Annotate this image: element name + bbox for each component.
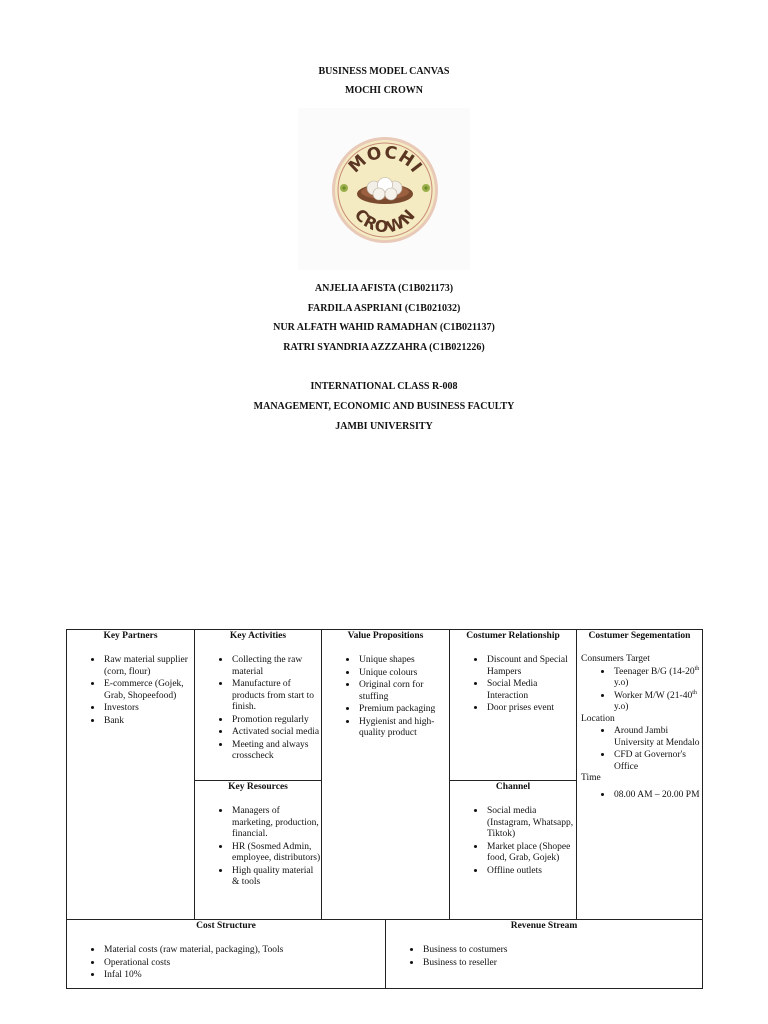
time-label: Time [581, 773, 601, 783]
list-item: • Collecting the raw material [231, 654, 321, 678]
mochi-crown-logo [298, 108, 470, 270]
list-item: • Operational costs [103, 957, 385, 970]
customer-relationship-cell [449, 630, 576, 780]
list-item: • Manufacture of products from start to finish. [231, 678, 321, 714]
author-2: FARDILA ASPRIANI (C1B021032) [307, 303, 461, 314]
value-propositions-list [322, 654, 449, 740]
list-item: • Offline outlets [486, 865, 576, 878]
svg-text:CROWN: CROWN [350, 204, 420, 237]
customer-relationship-list [450, 654, 576, 715]
list-item: • Raw material supplier (corn, flour) [103, 654, 194, 678]
key-resources-cell [194, 780, 321, 919]
list-item: • Business to reseller [422, 957, 702, 970]
list-item: • HR (Sosmed Admin, employee, distributors) [231, 841, 321, 865]
key-activities-cell [194, 630, 321, 780]
list-item: • Infal 10% [103, 969, 385, 982]
value-propositions-cell [321, 630, 449, 919]
key-resources-title: Key Resources [228, 782, 288, 792]
consumers-target-list [577, 666, 702, 714]
business-model-canvas-table [66, 629, 703, 989]
university-name: JAMBI UNIVERSITY [335, 421, 433, 432]
key-partners-cell [67, 630, 194, 919]
value-propositions-title: Value Propositions [347, 631, 424, 641]
list-item: • Social Media Interaction [486, 678, 576, 702]
faculty-name: MANAGEMENT, ECONOMIC AND BUSINESS FACULTY [253, 401, 515, 412]
list-item: • Managers of marketing, production, financial. [231, 805, 321, 841]
key-partners-list [67, 654, 194, 727]
author-4: RATRI SYANDRIA AZZZAHRA (C1B021226) [283, 342, 485, 353]
list-item: • Original corn for stuffing [358, 679, 449, 703]
list-item: • Unique colours [358, 667, 449, 680]
cost-structure-title: Cost Structure [196, 921, 256, 931]
list-item: • Business to costumers [422, 944, 702, 957]
cost-structure-cell [67, 919, 385, 988]
key-activities-title: Key Activities [229, 631, 287, 641]
list-item: • Around Jambi University at Mendalo [613, 725, 702, 749]
list-item: • High quality material & tools [231, 865, 321, 889]
list-item: • Discount and Special Hampers [486, 654, 576, 678]
list-item: • 08.00 AM – 20.00 PM [613, 789, 702, 802]
customer-segmentation-body [577, 654, 702, 801]
channel-list [450, 805, 576, 877]
list-item: • Door prises event [486, 702, 576, 715]
list-item: • CFD at Governor's Office [613, 749, 702, 773]
list-item: • Worker M/W (21-40th y.o) [613, 690, 702, 714]
list-item: • Promotion regularly [231, 714, 321, 727]
list-item: • Teenager B/G (14-20th y.o) [613, 666, 702, 690]
time-list [577, 789, 702, 802]
author-1: ANJELIA AFISTA (C1B021173) [314, 283, 454, 294]
list-item: • Meeting and always crosscheck [231, 739, 321, 763]
list-item: • Market place (Shopee food, Grab, Gojek) [486, 841, 576, 865]
list-item: • Material costs (raw material, packaging), Tools [103, 944, 385, 957]
consumers-target-label: Consumers Target [581, 654, 650, 664]
location-label: Location [581, 713, 615, 724]
doc-title: BUSINESS MODEL CANVAS [318, 66, 450, 77]
revenue-stream-title: Revenue Stream [510, 921, 578, 931]
channel-cell [449, 780, 576, 919]
channel-title: Channel [495, 782, 531, 792]
list-item: • Unique shapes [358, 654, 449, 667]
key-partners-title: Key Partners [103, 631, 158, 641]
customer-segmentation-title: Costumer Segementation [588, 631, 691, 641]
key-resources-list [195, 805, 321, 889]
svg-text:MOCHI: MOCHI [344, 142, 427, 178]
revenue-stream-list [386, 944, 702, 969]
customer-segmentation-cell [576, 630, 702, 919]
list-item: • Hygienist and high-quality product [358, 716, 449, 740]
location-list [577, 725, 702, 773]
cost-structure-list [67, 944, 385, 982]
revenue-stream-cell [385, 919, 702, 988]
customer-relationship-title: Costumer Relationship [466, 631, 560, 641]
list-item: • Premium packaging [358, 703, 449, 716]
list-item: • Investors [103, 702, 194, 715]
key-activities-list [195, 654, 321, 763]
list-item: • E-commerce (Gojek, Grab, Shopeefood) [103, 678, 194, 702]
author-3: NUR ALFATH WAHID RAMADHAN (C1B021137) [273, 322, 495, 333]
brand-name: MOCHI CROWN [344, 85, 424, 96]
class-name: INTERNATIONAL CLASS R-008 [310, 381, 458, 392]
list-item: • Activated social media [231, 726, 321, 739]
list-item: • Bank [103, 715, 194, 728]
list-item: • Social media (Instagram, Whatsapp, Tiktok) [486, 805, 576, 841]
